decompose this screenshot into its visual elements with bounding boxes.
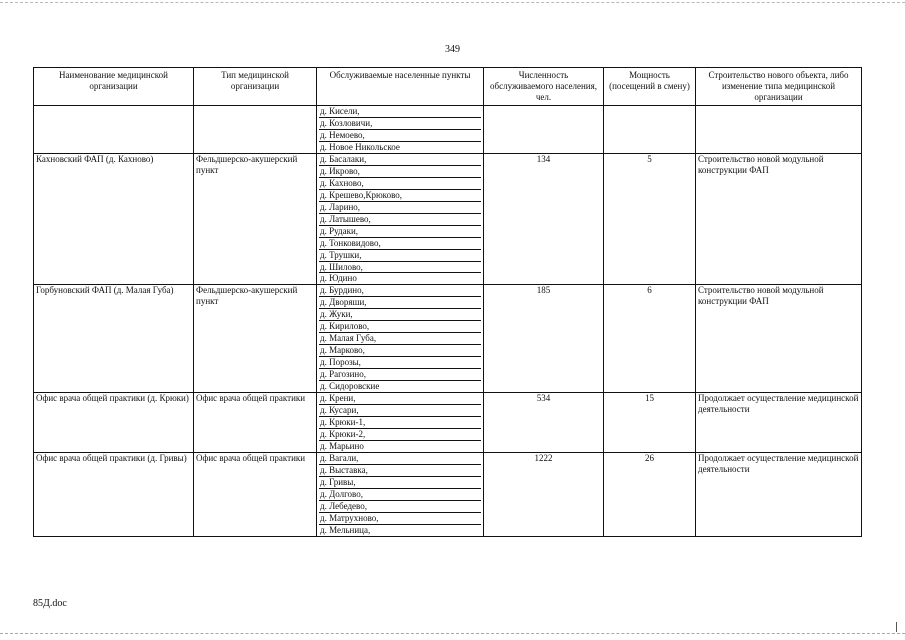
settlement-item: д. Малая Губа,	[319, 333, 481, 345]
settlement-item: д. Крешево,Крюково,	[319, 190, 481, 202]
cell-name: Офис врача общей практики (д. Крюки)	[34, 393, 194, 453]
cell-construction	[696, 105, 862, 153]
scan-mark	[896, 622, 897, 632]
header-name: Наименование медицинской организации	[34, 68, 194, 106]
settlement-item: д. Порозы,	[319, 357, 481, 369]
cell-name: Горбуновский ФАП (д. Малая Губа)	[34, 285, 194, 393]
cell-capacity: 26	[604, 453, 696, 537]
settlement-item: д. Кирилово,	[319, 321, 481, 333]
settlement-item: д. Выставка,	[319, 465, 481, 477]
settlement-item: д. Матрухново,	[319, 513, 481, 525]
header-capacity: Мощность (посещений в смену)	[604, 68, 696, 106]
settlement-item: д. Марьино	[320, 441, 364, 452]
cell-settlements	[317, 453, 484, 537]
header-population: Численность обслуживаемого населения, чел.	[484, 68, 604, 106]
table-row	[34, 105, 862, 153]
cell-capacity	[604, 105, 696, 153]
cell-capacity: 6	[604, 285, 696, 393]
settlement-item: д. Крени,	[319, 393, 481, 405]
settlement-item: д. Рудаки,	[319, 226, 481, 238]
settlement-item: д. Шилово,	[319, 262, 481, 274]
facilities-table	[33, 67, 862, 537]
settlement-item: д. Козловичи,	[319, 118, 481, 130]
table-row	[34, 153, 862, 285]
cell-type: Фельдшерско-акушерский пункт	[194, 285, 317, 393]
cell-population: 1222	[484, 453, 604, 537]
settlement-item: д. Мельница,	[320, 524, 371, 535]
cell-population: 534	[484, 393, 604, 453]
settlement-item: д. Немоево,	[319, 130, 481, 142]
file-name: 85Д.doc	[33, 598, 67, 609]
table-header-row	[34, 68, 862, 106]
header-type: Тип медицинской организации	[194, 68, 317, 106]
cell-name: Кахновский ФАП (д. Кахново)	[34, 153, 194, 285]
settlement-item: д. Басалаки,	[319, 154, 481, 166]
cell-capacity: 15	[604, 393, 696, 453]
settlement-item: д. Сидоровские	[320, 381, 380, 392]
cell-construction: Строительство новой модульной конструкции ФАП	[696, 285, 862, 393]
settlement-item: д. Жуки,	[319, 309, 481, 321]
settlement-item: д. Гривы,	[319, 477, 481, 489]
settlement-item: д. Дворяши,	[319, 297, 481, 309]
cell-construction: Продолжает осуществление медицинской деятельности	[696, 393, 862, 453]
scan-noise-bottom	[0, 633, 905, 634]
settlement-item: д. Вагали,	[319, 453, 481, 465]
table-row	[34, 285, 862, 393]
cell-construction: Продолжает осуществление медицинской деятельности	[696, 453, 862, 537]
scan-noise-top	[0, 2, 905, 3]
cell-type	[194, 105, 317, 153]
cell-population: 134	[484, 153, 604, 285]
settlement-item: д. Юдино	[320, 273, 357, 284]
settlement-item: д. Бурдино,	[319, 285, 481, 297]
cell-type: Офис врача общей практики	[194, 453, 317, 537]
header-construction: Строительство нового объекта, либо изменение типа медицинской организации	[696, 68, 862, 106]
cell-settlements	[317, 285, 484, 393]
page-number: 349	[445, 44, 460, 55]
cell-name	[34, 105, 194, 153]
settlement-item: д. Крюки-1,	[319, 417, 481, 429]
cell-population: 185	[484, 285, 604, 393]
settlement-item: д. Рагозино,	[319, 369, 481, 381]
settlement-item: д. Марково,	[319, 345, 481, 357]
settlement-item: д. Кисели,	[319, 106, 481, 118]
table-row	[34, 453, 862, 537]
settlement-item: д. Крюки-2,	[319, 429, 481, 441]
settlement-item: д. Кахново,	[319, 178, 481, 190]
cell-settlements	[317, 393, 484, 453]
settlement-item: д. Ларино,	[319, 202, 481, 214]
cell-population	[484, 105, 604, 153]
settlement-item: д. Кусари,	[319, 405, 481, 417]
settlement-item: д. Тонковидово,	[319, 238, 481, 250]
cell-capacity: 5	[604, 153, 696, 285]
cell-settlements	[317, 153, 484, 285]
table-row	[34, 393, 862, 453]
header-settlements: Обслуживаемые населенные пункты	[317, 68, 484, 106]
cell-name: Офис врача общей практики (д. Гривы)	[34, 453, 194, 537]
settlement-item: д. Новое Никольское	[320, 141, 400, 152]
cell-type: Офис врача общей практики	[194, 393, 317, 453]
settlement-item: д. Лебедево,	[319, 501, 481, 513]
table-body	[34, 105, 862, 536]
cell-type: Фельдшерско-акушерский пункт	[194, 153, 317, 285]
cell-settlements	[317, 105, 484, 153]
settlement-item: д. Трушки,	[319, 250, 481, 262]
cell-construction: Строительство новой модульной конструкции ФАП	[696, 153, 862, 285]
settlement-item: д. Долгово,	[319, 489, 481, 501]
settlement-item: д. Латышево,	[319, 214, 481, 226]
settlement-item: д. Икрово,	[319, 166, 481, 178]
